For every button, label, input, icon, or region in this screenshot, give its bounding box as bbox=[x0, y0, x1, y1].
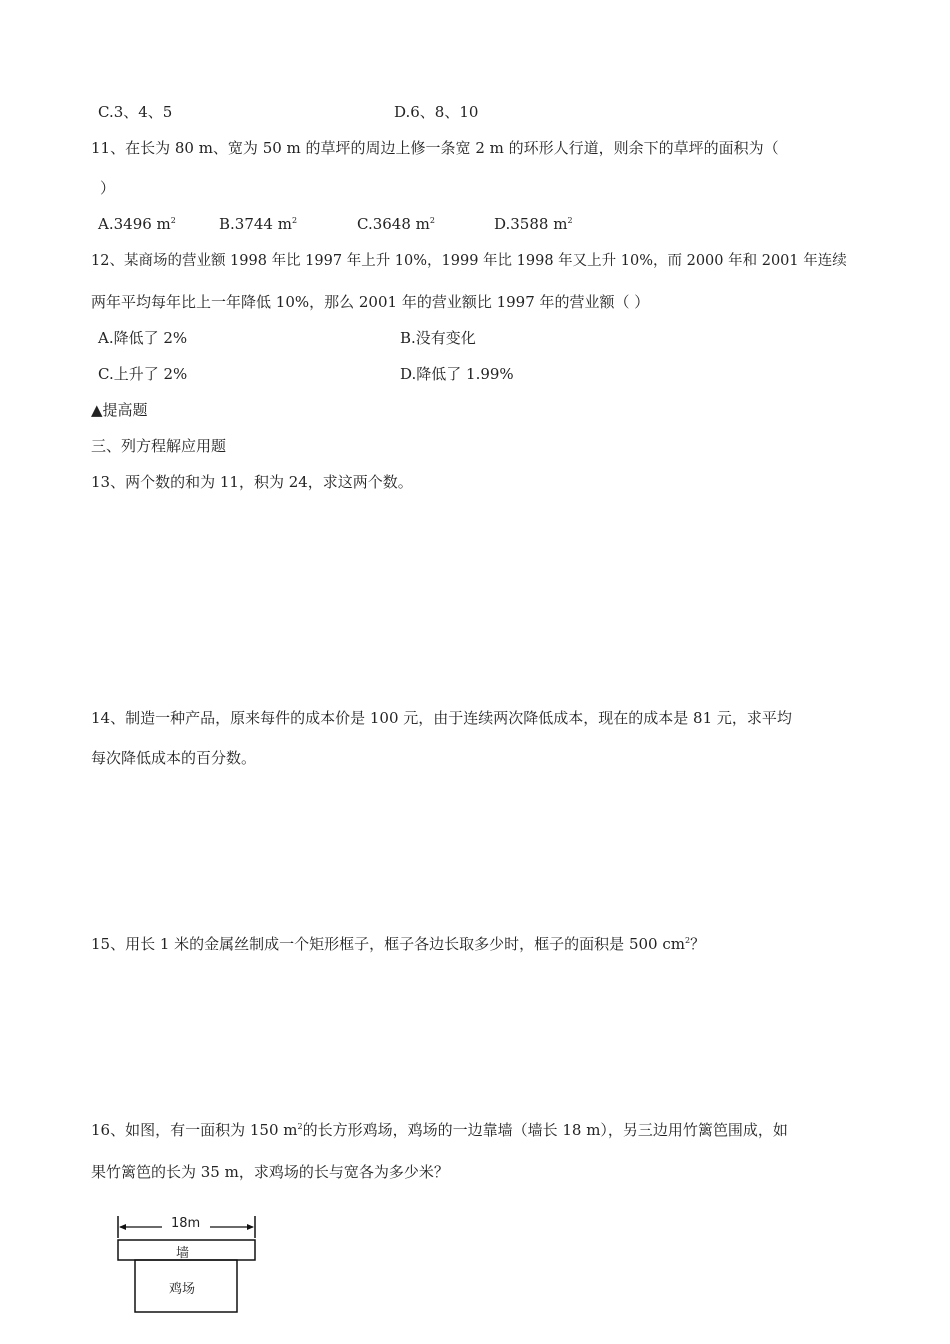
q16-text-line2: 果竹篱笆的长为 35 m，求鸡场的长与宽各为多少米？ bbox=[91, 1163, 449, 1181]
q12-option-c: C.上升了 2% bbox=[98, 365, 188, 383]
q11-option-a: A.3496 $m^2$ bbox=[98, 215, 176, 233]
q16-text-line1: 16、如图，有一面积为 150 $m^2$的长方形鸡场，鸡场的一边靠墙（墙长 18 m），另三边用竹篱笆围成，如 bbox=[91, 1121, 788, 1139]
coop-label: 鸡场 bbox=[169, 1282, 196, 1297]
q11-text-line2: ） bbox=[100, 179, 116, 197]
q15-text: 15、用长 1 米的金属丝制成一个矩形框子，框子各边长取多少时，框子的面积是 500 $cm^2$？ bbox=[91, 935, 706, 953]
q12-option-a: A.降低了 2% bbox=[98, 329, 188, 347]
q12-option-d: D.降低了 1.99% bbox=[400, 365, 514, 383]
section-three-heading: 三、列方程解应用题 bbox=[91, 437, 227, 455]
section-raise-heading: ▲提高题 bbox=[91, 401, 148, 419]
q14-text-line2: 每次降低成本的百分数。 bbox=[91, 749, 257, 767]
q11-text-line1: 11、在长为 80 m、宽为 50 m 的草坪的周边上修一条宽 2 m 的环形人行道，则余下的草坪的面积为（ bbox=[91, 139, 779, 157]
q12-option-b: B.没有变化 bbox=[400, 329, 476, 347]
q12-text-line2: 两年平均每年比上一年降低 10%，那么 2001 年的营业额比 1997 年的营业额（ ） bbox=[91, 293, 650, 311]
q10-option-c: C.3、4、5 bbox=[98, 103, 173, 121]
q11-option-b: B.3744 $m^2$ bbox=[219, 215, 298, 233]
chicken-coop-diagram bbox=[116, 1212, 258, 1320]
q12-text-line1: 12、某商场的营业额 1998 年比 1997 年上升 10%，1999 年比 1998 年又上升 10%，而 2000 年和 2001 年连续 bbox=[91, 253, 847, 269]
wall-label: 墙 bbox=[176, 1246, 190, 1261]
q14-text-line1: 14、制造一种产品，原来每件的成本价是 100 元，由于连续两次降低成本，现在的成本是 81 元，求平均 bbox=[91, 709, 792, 727]
q10-option-d: D.6、8、10 bbox=[394, 103, 479, 121]
q13-text: 13、两个数的和为 11，积为 24，求这两个数。 bbox=[91, 473, 413, 491]
q11-option-c: C.3648 $m^2$ bbox=[357, 215, 435, 233]
q11-option-d: D.3588 $m^2$ bbox=[494, 215, 573, 233]
wall-length-label: 18m bbox=[171, 1216, 201, 1231]
